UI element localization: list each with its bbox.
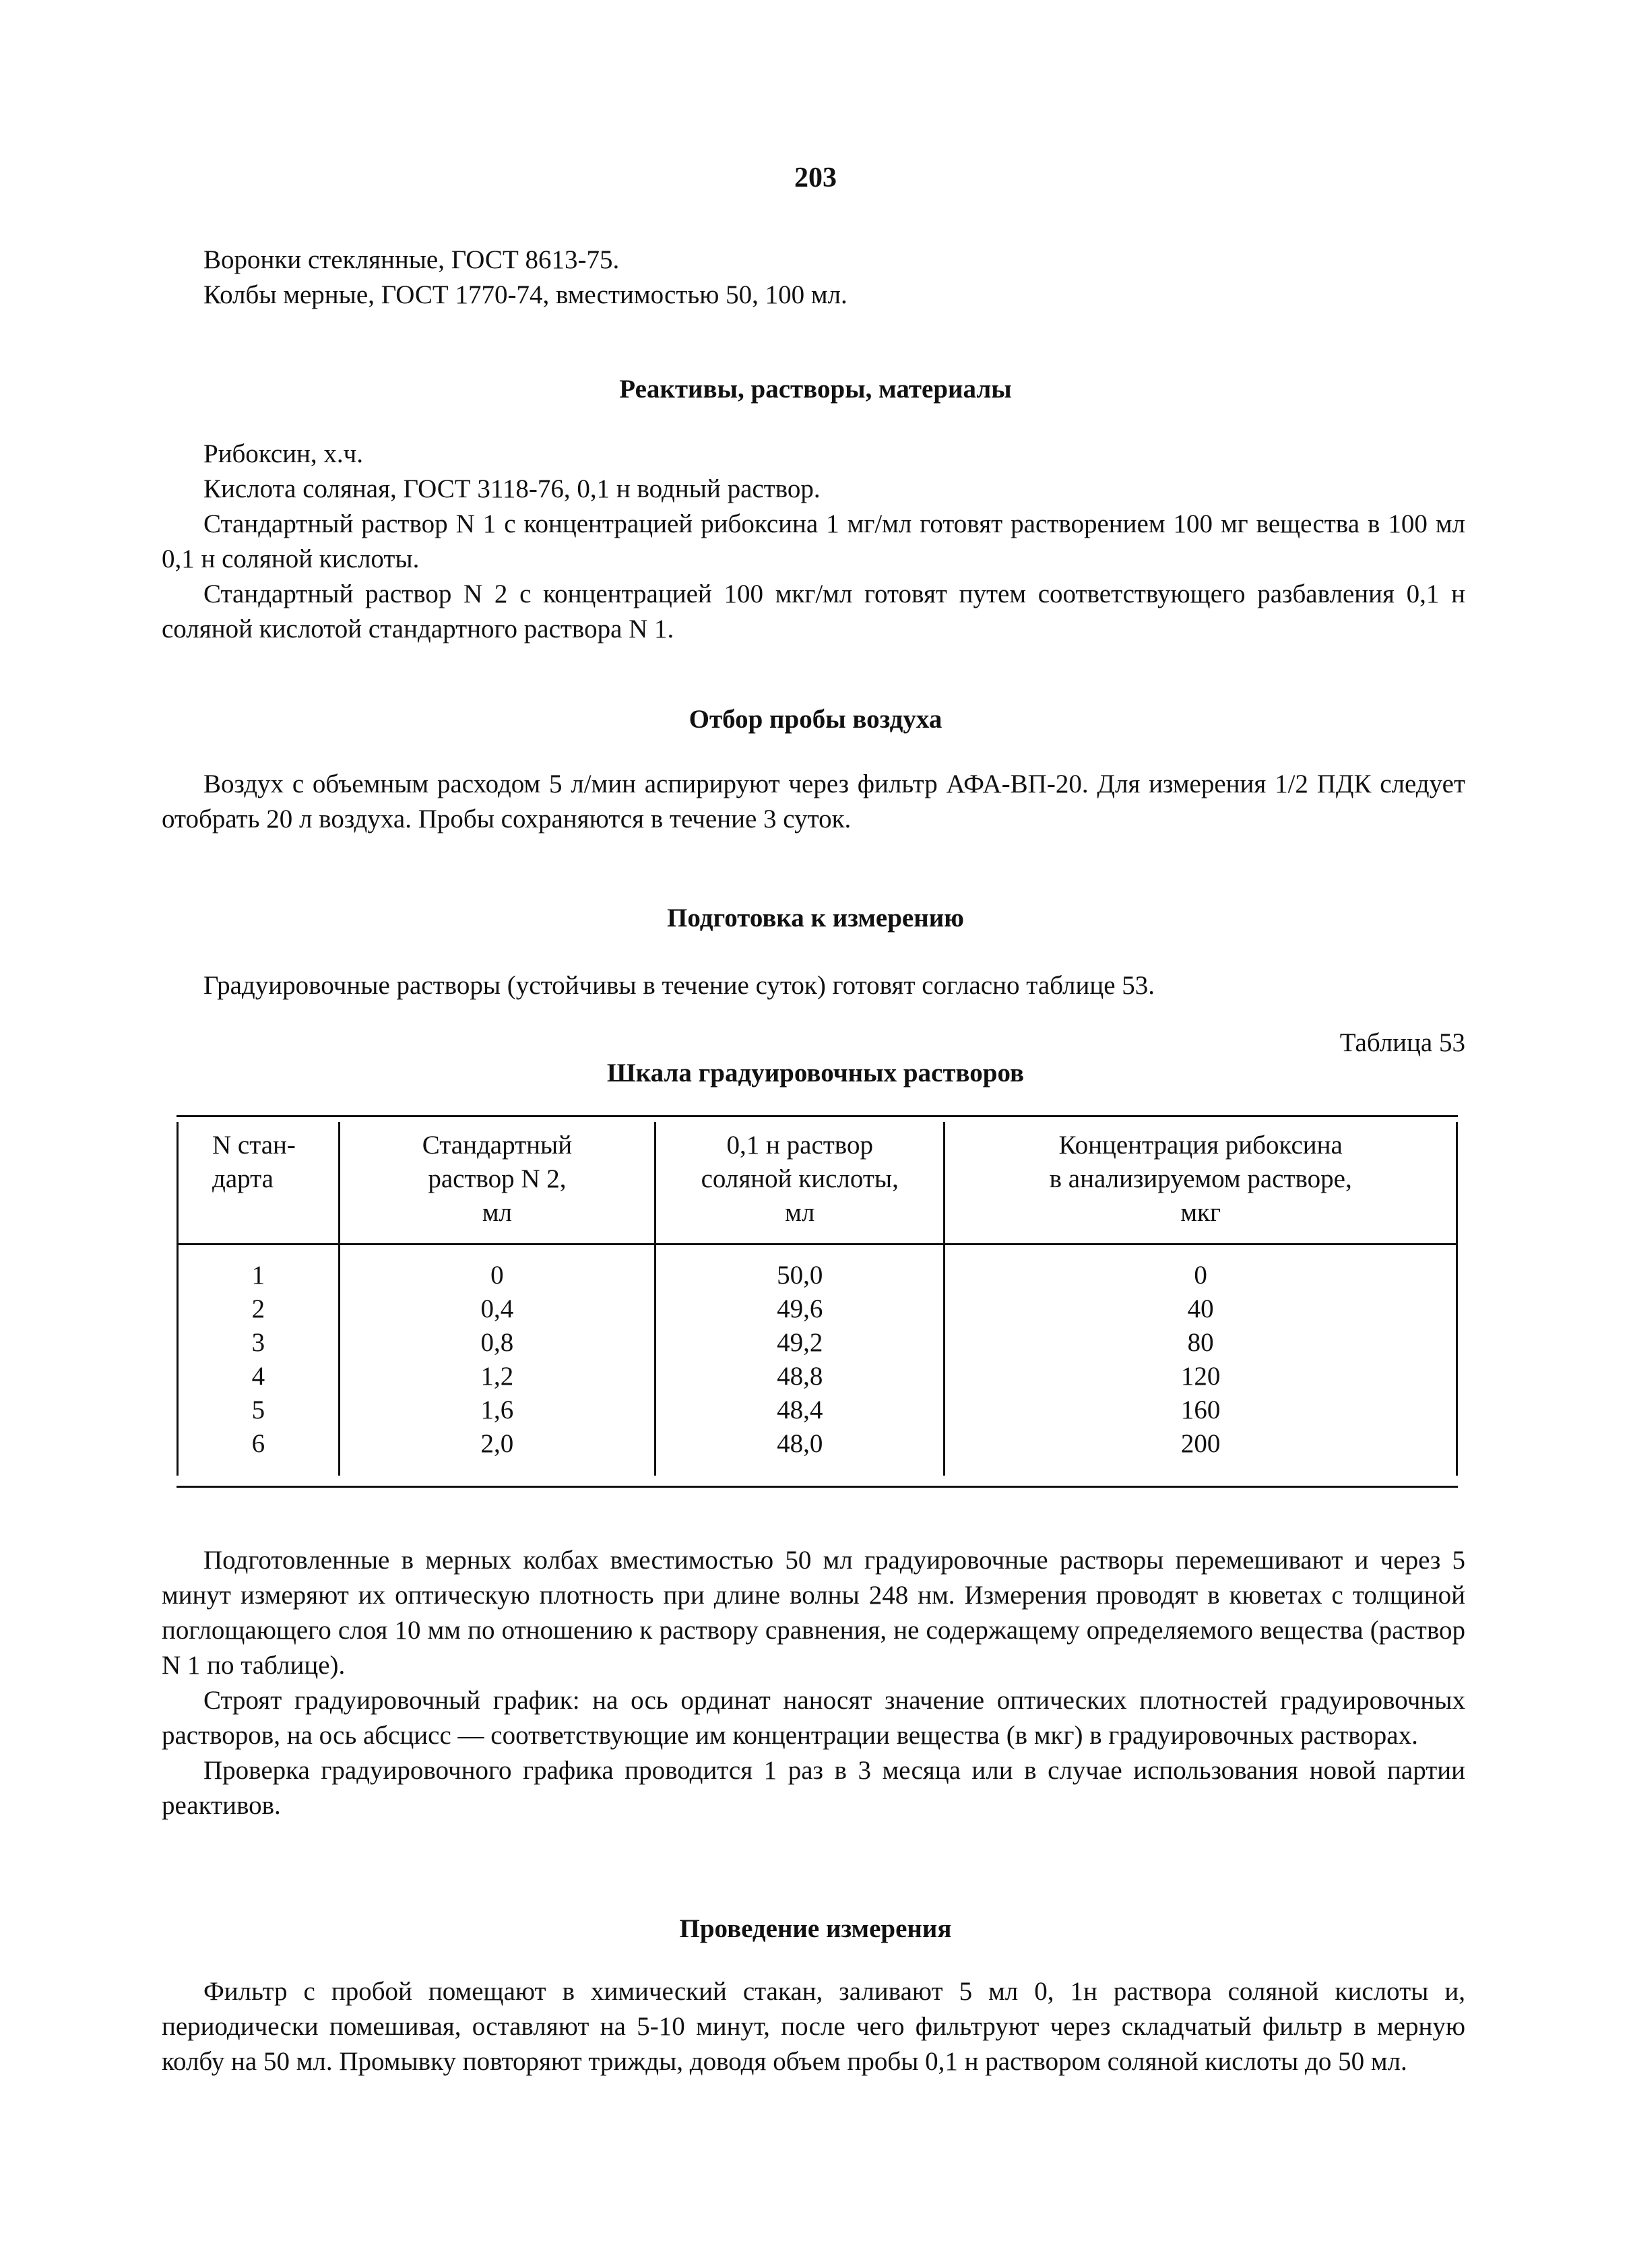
cell-solution-2: 1,2 [339,1360,655,1393]
col-header-concentration: Концентрация рибоксина в анализируемом растворе, мкг [945,1122,1457,1245]
sampling-block [162,767,1465,837]
preparation-text: Градуировочные растворы (устойчивы в течение суток) готовят согласно таблице 53. [203,971,1155,1000]
intro-line: Колбы мерные, ГОСТ 1770-74, вместимостью 50, 100 мл. [203,280,848,309]
cell-solution-2: 2,0 [339,1427,655,1476]
page-number: 203 [794,162,837,193]
cell-standard-no: 4 [178,1360,340,1393]
preparation-block [162,968,1465,1003]
cell-concentration: 200 [945,1427,1457,1476]
paragraph: Строят градуировочный график: на ось ординат наносят значение оптических плотностей градуировочных растворов, на ось абсцисс — соответствующие им концентрации вещества (в мкг) в градуировочных растворах. [162,1686,1465,1750]
cell-standard-no: 2 [178,1292,340,1326]
table-top-rule [177,1115,1458,1117]
intro-line: Воронки стеклянные, ГОСТ 8613-75. [203,245,620,274]
cell-hcl: 50,0 [655,1245,945,1293]
cell-standard-no: 5 [178,1393,340,1427]
cell-hcl: 48,0 [655,1427,945,1476]
cell-solution-2: 0,8 [339,1326,655,1360]
table-row [178,1427,1457,1476]
preparation-heading: Подготовка к измерению [667,904,964,933]
cell-concentration: 160 [945,1393,1457,1427]
paragraph: Проверка градуировочного графика проводится 1 раз в 3 месяца или в случае использования новой партии реактивов. [162,1756,1465,1820]
table-row [178,1360,1457,1393]
reagents-block [162,437,1465,647]
table-header-row [178,1122,1457,1245]
cell-concentration: 40 [945,1292,1457,1326]
table-row [178,1292,1457,1326]
col-header-hcl: 0,1 н раствор соляной кислоты, мл [655,1122,945,1245]
intro-block [162,243,1465,313]
reagent-line: Стандартный раствор N 2 с концентрацией 100 мкг/мл готовят путем соответствующего разбавления 0,1 н соляной кислотой стандартного раствора N 1. [162,579,1465,643]
cell-solution-2: 0,4 [339,1292,655,1326]
cell-solution-2: 1,6 [339,1393,655,1427]
sampling-text: Воздух с объемным расходом 5 л/мин аспирируют через фильтр АФА-ВП-20. Для измерения 1/2 ПДК следует отобрать 20 л воздуха. Пробы сохраняются в течение 3 суток. [162,769,1465,833]
measurement-heading: Проведение измерения [679,1914,952,1943]
reagent-line: Стандартный раствор N 1 с концентрацией рибоксина 1 мг/мл готовят растворением 100 мг вещества в 100 мл 0,1 н соляной кислоты. [162,509,1465,573]
sampling-heading: Отбор пробы воздуха [689,705,942,734]
cell-solution-2: 0 [339,1245,655,1293]
cell-concentration: 80 [945,1326,1457,1360]
after-table-block [162,1543,1465,1823]
cell-hcl: 49,6 [655,1292,945,1326]
table-row [178,1245,1457,1293]
table-bottom-rule [177,1486,1458,1488]
reagent-line: Кислота соляная, ГОСТ 3118-76, 0,1 н водный раствор. [203,474,821,503]
cell-concentration: 120 [945,1360,1457,1393]
cell-standard-no: 3 [178,1326,340,1360]
cell-concentration: 0 [945,1245,1457,1293]
measurement-text: Фильтр с пробой помещают в химический стакан, заливают 5 мл 0, 1н раствора соляной кислоты и, периодически помешивая, оставляют на 5-10 минут, после чего фильтруют через складчатый фильтр в мерную колбу на 50 мл. Промывку повторяют трижды, доводя объем пробы 0,1 н раствором соляной кислоты до 50 мл. [162,1977,1465,2076]
reagents-heading: Реактивы, растворы, материалы [619,375,1012,404]
table-row [178,1326,1457,1360]
paragraph: Подготовленные в мерных колбах вместимостью 50 мл градуировочные растворы перемешивают и через 5 минут измеряют их оптическую плотность при длине волны 248 нм. Измерения проводят в кюветах с толщиной поглощающего слоя 10 мм по отношению к раствору сравнения, не содержащему определяемого вещества (раствор N 1 по таблице). [162,1546,1465,1680]
reagent-line: Рибоксин, х.ч. [203,439,364,468]
table-row [178,1393,1457,1427]
col-header-standard-no: N стан- дарта [178,1122,340,1245]
cell-standard-no: 6 [178,1427,340,1476]
table-number: Таблица 53 [1339,1028,1465,1057]
cell-hcl: 48,4 [655,1393,945,1427]
cell-standard-no: 1 [178,1245,340,1293]
cell-hcl: 49,2 [655,1326,945,1360]
measurement-block [162,1974,1465,2079]
calibration-table [177,1122,1458,1476]
cell-hcl: 48,8 [655,1360,945,1393]
table-title: Шкала градуировочных растворов [606,1059,1025,1088]
col-header-solution-2: Стандартный раствор N 2, мл [339,1122,655,1245]
